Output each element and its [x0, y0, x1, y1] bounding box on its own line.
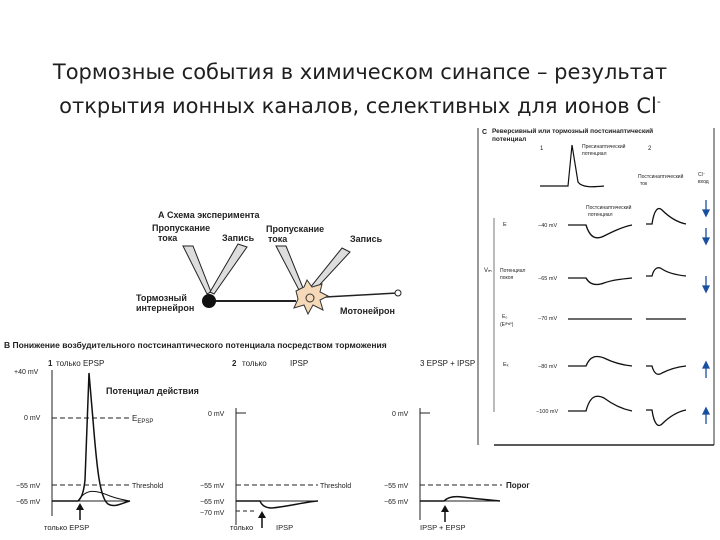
panel-c-col2: 2 [648, 146, 652, 152]
panel-a-heading: А Схема эксперимента [158, 210, 260, 220]
b1-y40: +40 mV [14, 369, 39, 376]
interneuron-icon [202, 294, 216, 308]
b1-threshold-label: Threshold [132, 483, 164, 490]
arrow-head-icon [703, 286, 709, 292]
motoneuron-label: Мотонейрон [340, 306, 395, 316]
b3-sum-trace [420, 497, 500, 501]
side-er-1: Eₒ [502, 314, 508, 320]
row-label-40: −40 mV [538, 223, 558, 229]
cl-label-1: Cl⁻ [698, 172, 706, 178]
side-vm: Vₘ [484, 268, 492, 274]
b3-threshold-label: Порог [506, 481, 530, 490]
post-pot-1: Постсинаптический [586, 205, 632, 211]
title-line-2-text: открытия ионных каналов, селективных для ионов Cl [59, 94, 657, 118]
electrode-icon [183, 244, 350, 294]
side-pot-1: Потенциал [500, 268, 526, 274]
side-er-2: (Eᴵᴾˢᴾ) [500, 322, 514, 328]
b3-arrow-head-icon [441, 505, 449, 512]
row-label-65: −65 mV [538, 276, 558, 282]
flux-arrows [703, 200, 709, 424]
trace-row-40 [568, 225, 632, 238]
motoneuron-axon [325, 293, 398, 297]
b1-ap-label: Потенциал действия [106, 386, 199, 396]
arrow-head-icon [703, 362, 709, 368]
b3-y55: −55 mV [384, 483, 409, 490]
b2-title-b: IPSP [290, 359, 309, 368]
stim2-label-1: Пропускание [266, 224, 325, 234]
arrow-head-icon [703, 210, 709, 216]
pre-label-1: Пресинаптический [582, 144, 626, 150]
current-row-100 [646, 410, 686, 425]
trace-row-65 [568, 278, 632, 285]
current-row-40 [646, 209, 686, 224]
interneuron-label-1: Тормозный [136, 293, 187, 303]
current-traces [646, 209, 686, 426]
b1-eepsp-label: $E_{EPSP}$ [132, 414, 154, 425]
b1-y55: −55 mV [16, 483, 41, 490]
b2-title-a: только [242, 359, 267, 368]
post-current-2: ток [640, 181, 648, 187]
stim1-label-2: тока [158, 233, 178, 243]
chloride-superscript: - [656, 95, 661, 108]
b1-title: только EPSP [56, 359, 105, 368]
arrow-head-icon [703, 238, 709, 244]
b2-threshold-label: Threshold [320, 483, 352, 490]
b2-y65: −65 mV [200, 499, 225, 506]
side-pot-2: покоя [500, 275, 514, 281]
panel-c-col1: 1 [540, 146, 544, 152]
post-current-1: Постсинаптический [638, 174, 684, 180]
current-row-65 [646, 268, 686, 276]
b1-arrow-head-icon [76, 503, 84, 510]
interneuron-label-2: интернейрон [136, 303, 195, 313]
axon-terminal-icon [395, 290, 401, 296]
stim2-label-2: тока [268, 234, 288, 244]
b2-y55: −55 mV [200, 483, 225, 490]
panel-c-letter: C [482, 129, 488, 136]
b2-ipsp-trace [236, 501, 318, 508]
b3-y0: 0 mV [392, 411, 409, 418]
rec2-label: Запись [350, 234, 383, 244]
row-label-100: −100 mV [536, 409, 559, 415]
rec1-label: Запись [222, 233, 255, 243]
panel-b-heading: В Понижение возбудительного постсинаптического потенциала посредством торможения [4, 340, 387, 350]
b2-y0: 0 mV [208, 411, 225, 418]
panel-b1 [14, 359, 199, 532]
stim1-label-1: Пропускание [152, 223, 211, 233]
row-label-70: −70 mV [538, 316, 558, 322]
panel-c [478, 127, 714, 445]
b3-title: 3 EPSP + IPSP [420, 359, 476, 368]
b1-bottom-label: только EPSP [44, 523, 90, 532]
b2-y70: −70 mV [200, 510, 225, 517]
arrow-head-icon [703, 408, 709, 414]
panel-b2 [200, 359, 351, 532]
b2-bottom-label-a: только [230, 523, 254, 532]
panel-c-heading-1: Реверсивный или тормозный постсинаптический [492, 128, 654, 135]
side-e: E [503, 222, 507, 228]
b2-arrow-head-icon [258, 511, 266, 518]
panel-c-heading-2: потенциал [492, 136, 527, 143]
title-line-1: Тормозные события в химическом синапсе – результат [52, 60, 668, 84]
trace-row-80 [568, 357, 632, 366]
b2-number: 2 [232, 359, 237, 368]
b2-bottom-label-b: IPSP [276, 523, 294, 532]
panel-a [136, 210, 401, 316]
potential-traces [568, 225, 632, 411]
trace-row-100 [568, 396, 632, 411]
row-label-80: −80 mV [538, 364, 558, 370]
side-ek: Eₖ [503, 362, 510, 368]
cl-label-2: вход [698, 179, 709, 185]
b3-bottom-label: IPSP + EPSP [420, 523, 466, 532]
b3-y65: −65 mV [384, 499, 409, 506]
b1-number: 1 [48, 359, 53, 368]
post-pot-2: потенциал [588, 212, 613, 218]
b1-y65: −65 mV [16, 499, 41, 506]
pre-label-2: потенциал [582, 151, 607, 157]
b1-y0: 0 mV [24, 415, 41, 422]
current-row-80 [646, 366, 686, 374]
